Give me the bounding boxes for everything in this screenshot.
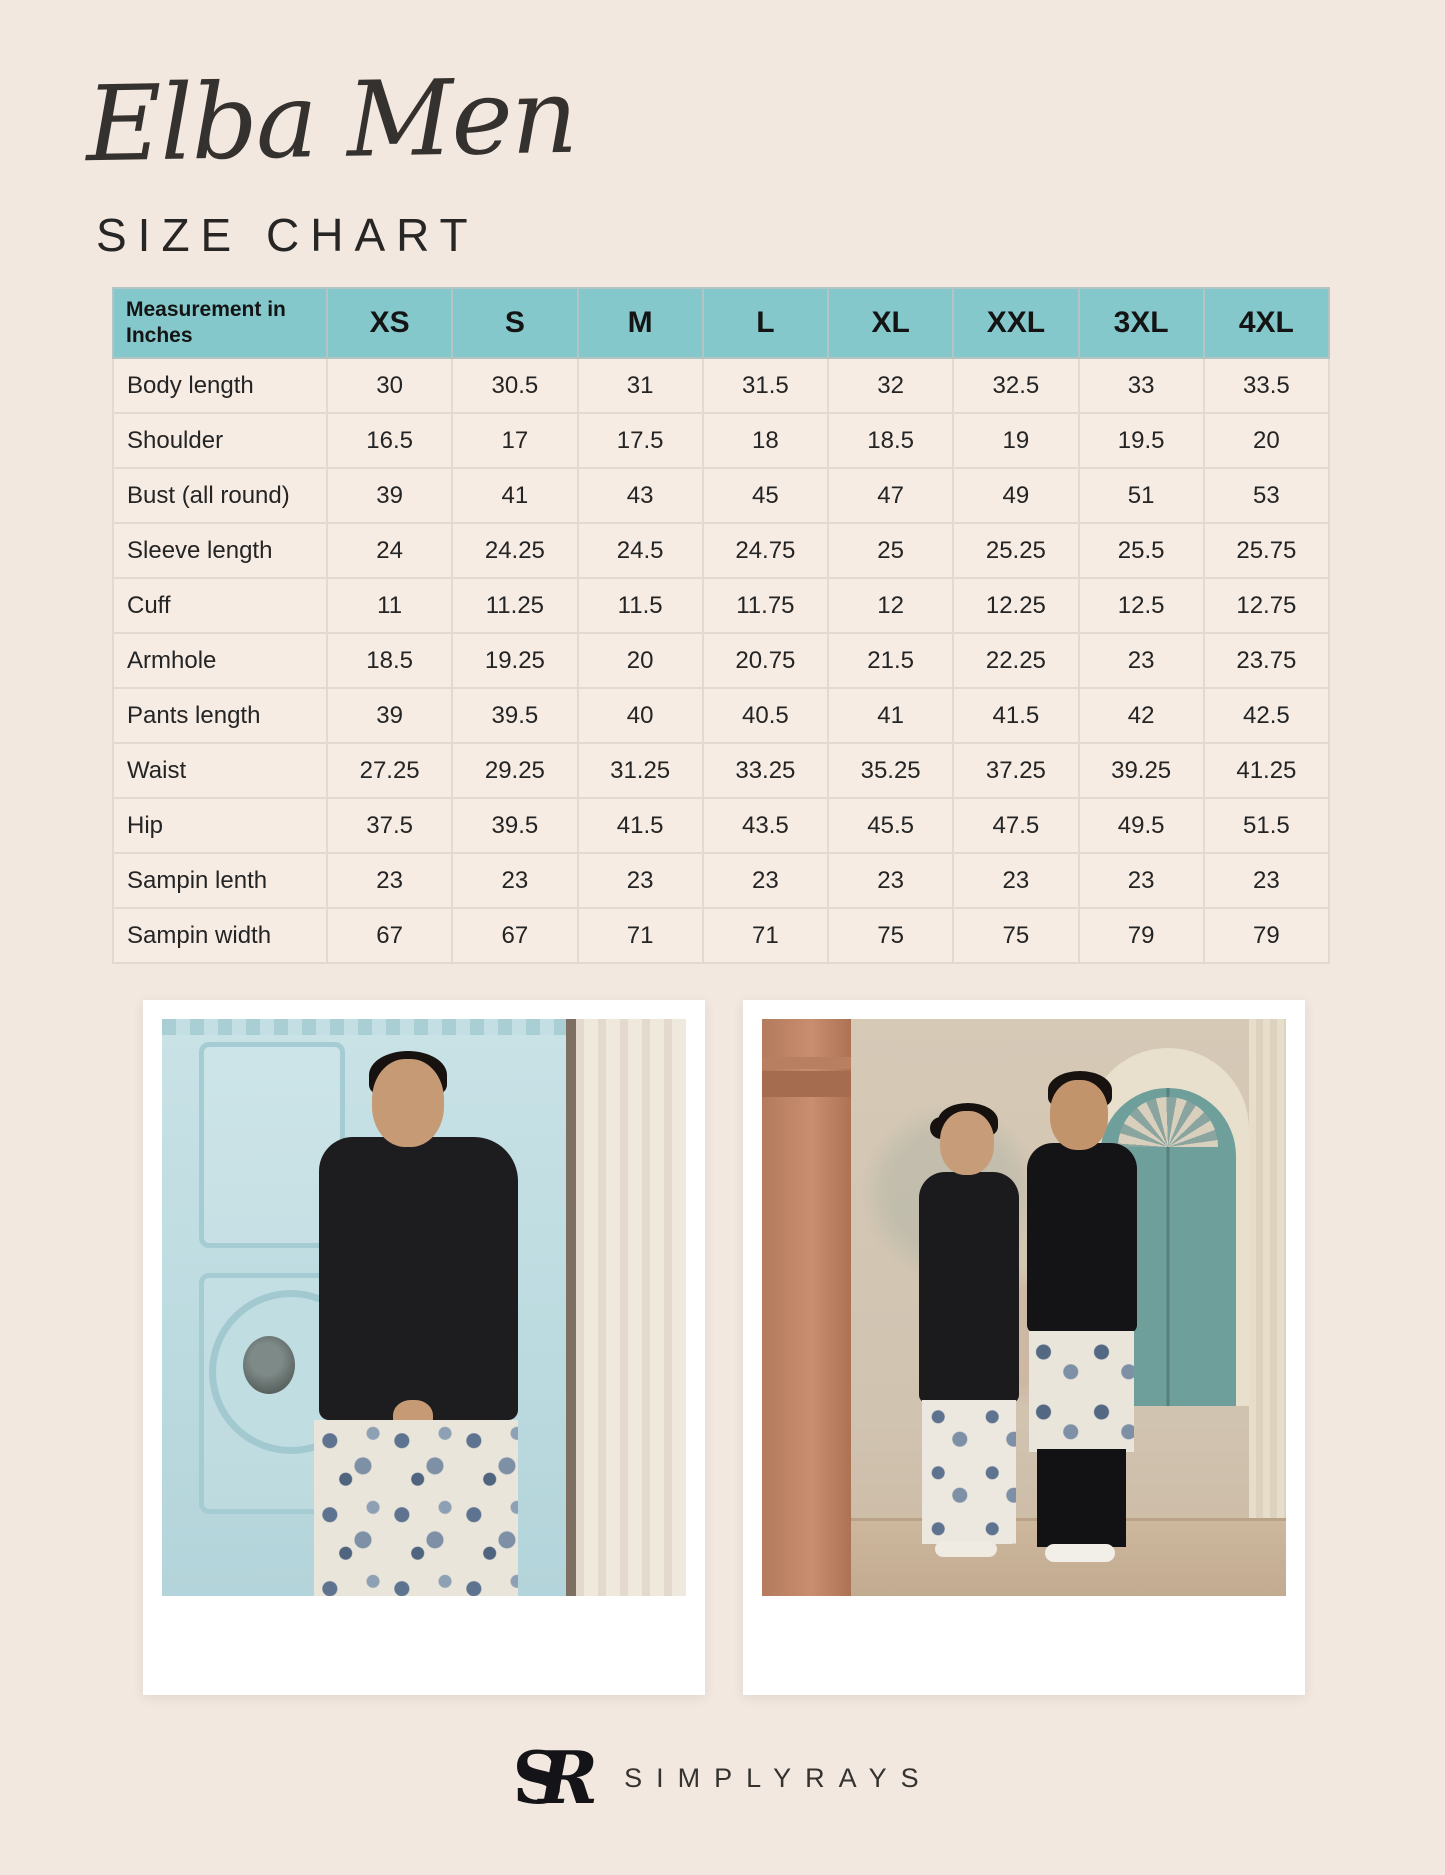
measurement-value: 32 xyxy=(828,358,953,413)
table-row xyxy=(113,413,1329,468)
man-head xyxy=(1050,1080,1108,1150)
measurement-value: 39 xyxy=(327,688,452,743)
size-table-body xyxy=(113,358,1329,963)
measurement-value: 43.5 xyxy=(703,798,828,853)
measurement-value: 22.25 xyxy=(953,633,1078,688)
measurement-label: Waist xyxy=(113,743,327,798)
measurement-value: 31.5 xyxy=(703,358,828,413)
measurement-value: 37.5 xyxy=(327,798,452,853)
measurement-value: 51 xyxy=(1079,468,1204,523)
measurement-value: 40.5 xyxy=(703,688,828,743)
measurement-value: 24.5 xyxy=(578,523,703,578)
measurement-value: 40 xyxy=(578,688,703,743)
measurement-label: Cuff xyxy=(113,578,327,633)
measurement-value: 20.75 xyxy=(703,633,828,688)
measurement-label: Body length xyxy=(113,358,327,413)
measurement-value: 39 xyxy=(327,468,452,523)
measurement-value: 71 xyxy=(578,908,703,963)
measurement-value: 41.5 xyxy=(578,798,703,853)
measurement-value: 23 xyxy=(953,853,1078,908)
table-row xyxy=(113,908,1329,963)
measurement-label: Shoulder xyxy=(113,413,327,468)
measurement-value: 67 xyxy=(452,908,577,963)
measurement-value: 11.5 xyxy=(578,578,703,633)
measurement-value: 33.25 xyxy=(703,743,828,798)
measurement-value: 12.75 xyxy=(1204,578,1329,633)
photo-left-man-at-door xyxy=(162,1019,686,1596)
size-header-xs: XS xyxy=(327,288,452,358)
header-row xyxy=(113,288,1329,358)
measurement-value: 49 xyxy=(953,468,1078,523)
measurement-value: 23 xyxy=(1079,853,1204,908)
measurement-value: 31 xyxy=(578,358,703,413)
measurement-value: 41.5 xyxy=(953,688,1078,743)
measurement-value: 23 xyxy=(703,853,828,908)
measurement-value: 31.25 xyxy=(578,743,703,798)
measurement-value: 24.25 xyxy=(452,523,577,578)
measurement-value: 17.5 xyxy=(578,413,703,468)
sr-monogram-logo: SR xyxy=(512,1735,573,1820)
measurement-value: 23.75 xyxy=(1204,633,1329,688)
table-row xyxy=(113,578,1329,633)
size-header-4xl: 4XL xyxy=(1204,288,1329,358)
measurement-value: 37.25 xyxy=(953,743,1078,798)
column-capital xyxy=(762,1071,851,1097)
measurement-value: 42.5 xyxy=(1204,688,1329,743)
measurement-value: 23 xyxy=(452,853,577,908)
column-shadow xyxy=(566,1019,576,1596)
page-subtitle: SIZE CHART xyxy=(96,209,479,261)
measurement-value: 25 xyxy=(828,523,953,578)
measurement-value: 49.5 xyxy=(1079,798,1204,853)
measurement-value: 39.5 xyxy=(452,798,577,853)
photo-right-couple-courtyard xyxy=(762,1019,1286,1596)
measurement-label: Sampin width xyxy=(113,908,327,963)
measurement-value: 30 xyxy=(327,358,452,413)
measurement-value: 25.25 xyxy=(953,523,1078,578)
size-table-header xyxy=(113,288,1329,358)
measurement-value: 41 xyxy=(828,688,953,743)
woman-floral-pants xyxy=(922,1400,1016,1544)
measurement-value: 43 xyxy=(578,468,703,523)
terracotta-column xyxy=(762,1019,851,1596)
size-header-s: S xyxy=(452,288,577,358)
measurement-label: Armhole xyxy=(113,633,327,688)
measurement-label: Bust (all round) xyxy=(113,468,327,523)
measurement-value: 11.25 xyxy=(452,578,577,633)
measurement-label: Sampin lenth xyxy=(113,853,327,908)
measurement-value: 41.25 xyxy=(1204,743,1329,798)
man-pants xyxy=(1037,1449,1126,1547)
measurement-value: 20 xyxy=(578,633,703,688)
floral-sampin xyxy=(314,1420,518,1596)
measurement-value: 12 xyxy=(828,578,953,633)
model-torso xyxy=(319,1137,518,1420)
measurement-label: Pants length xyxy=(113,688,327,743)
measurement-value: 71 xyxy=(703,908,828,963)
measurement-value: 47 xyxy=(828,468,953,523)
column-capital-upper xyxy=(762,1057,851,1069)
measurement-value: 32.5 xyxy=(953,358,1078,413)
measurement-value: 19.25 xyxy=(452,633,577,688)
woman-sandals xyxy=(935,1541,997,1557)
measurement-value: 23 xyxy=(1079,633,1204,688)
page-title: Elba Men xyxy=(84,54,577,186)
measurement-value: 23 xyxy=(828,853,953,908)
measurement-value: 19 xyxy=(953,413,1078,468)
measurement-value: 12.5 xyxy=(1079,578,1204,633)
measurement-value: 42 xyxy=(1079,688,1204,743)
measurement-value: 29.25 xyxy=(452,743,577,798)
brand-footer xyxy=(0,1735,1445,1820)
measurement-value: 24.75 xyxy=(703,523,828,578)
measurement-label: Sleeve length xyxy=(113,523,327,578)
measurement-value: 21.5 xyxy=(828,633,953,688)
measurement-value: 23 xyxy=(327,853,452,908)
table-row xyxy=(113,358,1329,413)
measurement-value: 11.75 xyxy=(703,578,828,633)
measurement-value: 35.25 xyxy=(828,743,953,798)
table-row xyxy=(113,688,1329,743)
measurement-value: 53 xyxy=(1204,468,1329,523)
photo-frame-left xyxy=(143,1000,705,1695)
size-header-xl: XL xyxy=(828,288,953,358)
measurement-value: 75 xyxy=(953,908,1078,963)
table-row xyxy=(113,523,1329,578)
table-corner-header: Measurement in Inches xyxy=(113,288,327,358)
measurement-value: 18 xyxy=(703,413,828,468)
measurement-value: 18.5 xyxy=(828,413,953,468)
table-row xyxy=(113,798,1329,853)
measurement-label: Hip xyxy=(113,798,327,853)
measurement-value: 25.5 xyxy=(1079,523,1204,578)
measurement-value: 20 xyxy=(1204,413,1329,468)
measurement-value: 23 xyxy=(578,853,703,908)
measurement-value: 51.5 xyxy=(1204,798,1329,853)
brand-name: SIMPLYRAYS xyxy=(624,1762,933,1793)
measurement-value: 19.5 xyxy=(1079,413,1204,468)
table-row xyxy=(113,468,1329,523)
measurement-value: 79 xyxy=(1079,908,1204,963)
photo-frame-right xyxy=(743,1000,1305,1695)
measurement-value: 25.75 xyxy=(1204,523,1329,578)
table-row xyxy=(113,743,1329,798)
measurement-value: 17 xyxy=(452,413,577,468)
size-header-l: L xyxy=(703,288,828,358)
measurement-value: 39.5 xyxy=(452,688,577,743)
table-row xyxy=(113,633,1329,688)
right-pillar xyxy=(1249,1019,1286,1596)
white-column xyxy=(576,1019,686,1596)
size-table xyxy=(112,287,1330,964)
measurement-value: 33.5 xyxy=(1204,358,1329,413)
woman-dress xyxy=(919,1172,1019,1403)
measurement-value: 79 xyxy=(1204,908,1329,963)
measurement-value: 23 xyxy=(1204,853,1329,908)
measurement-value: 75 xyxy=(828,908,953,963)
door-carved-band xyxy=(162,1019,576,1035)
measurement-value: 47.5 xyxy=(953,798,1078,853)
measurement-value: 12.25 xyxy=(953,578,1078,633)
measurement-value: 39.25 xyxy=(1079,743,1204,798)
size-header-m: M xyxy=(578,288,703,358)
measurement-value: 16.5 xyxy=(327,413,452,468)
size-header-xxl: XXL xyxy=(953,288,1078,358)
size-header-3xl: 3XL xyxy=(1079,288,1204,358)
man-floral-sampin xyxy=(1029,1331,1134,1452)
measurement-value: 45.5 xyxy=(828,798,953,853)
measurement-value: 33 xyxy=(1079,358,1204,413)
measurement-value: 27.25 xyxy=(327,743,452,798)
measurement-value: 24 xyxy=(327,523,452,578)
measurement-value: 45 xyxy=(703,468,828,523)
measurement-value: 67 xyxy=(327,908,452,963)
measurement-value: 18.5 xyxy=(327,633,452,688)
table-row xyxy=(113,853,1329,908)
woman-head xyxy=(940,1111,994,1175)
man-torso xyxy=(1027,1143,1137,1333)
measurement-value: 41 xyxy=(452,468,577,523)
model-head xyxy=(372,1059,444,1147)
measurement-value: 11 xyxy=(327,578,452,633)
measurement-value: 30.5 xyxy=(452,358,577,413)
man-slides xyxy=(1045,1544,1115,1562)
